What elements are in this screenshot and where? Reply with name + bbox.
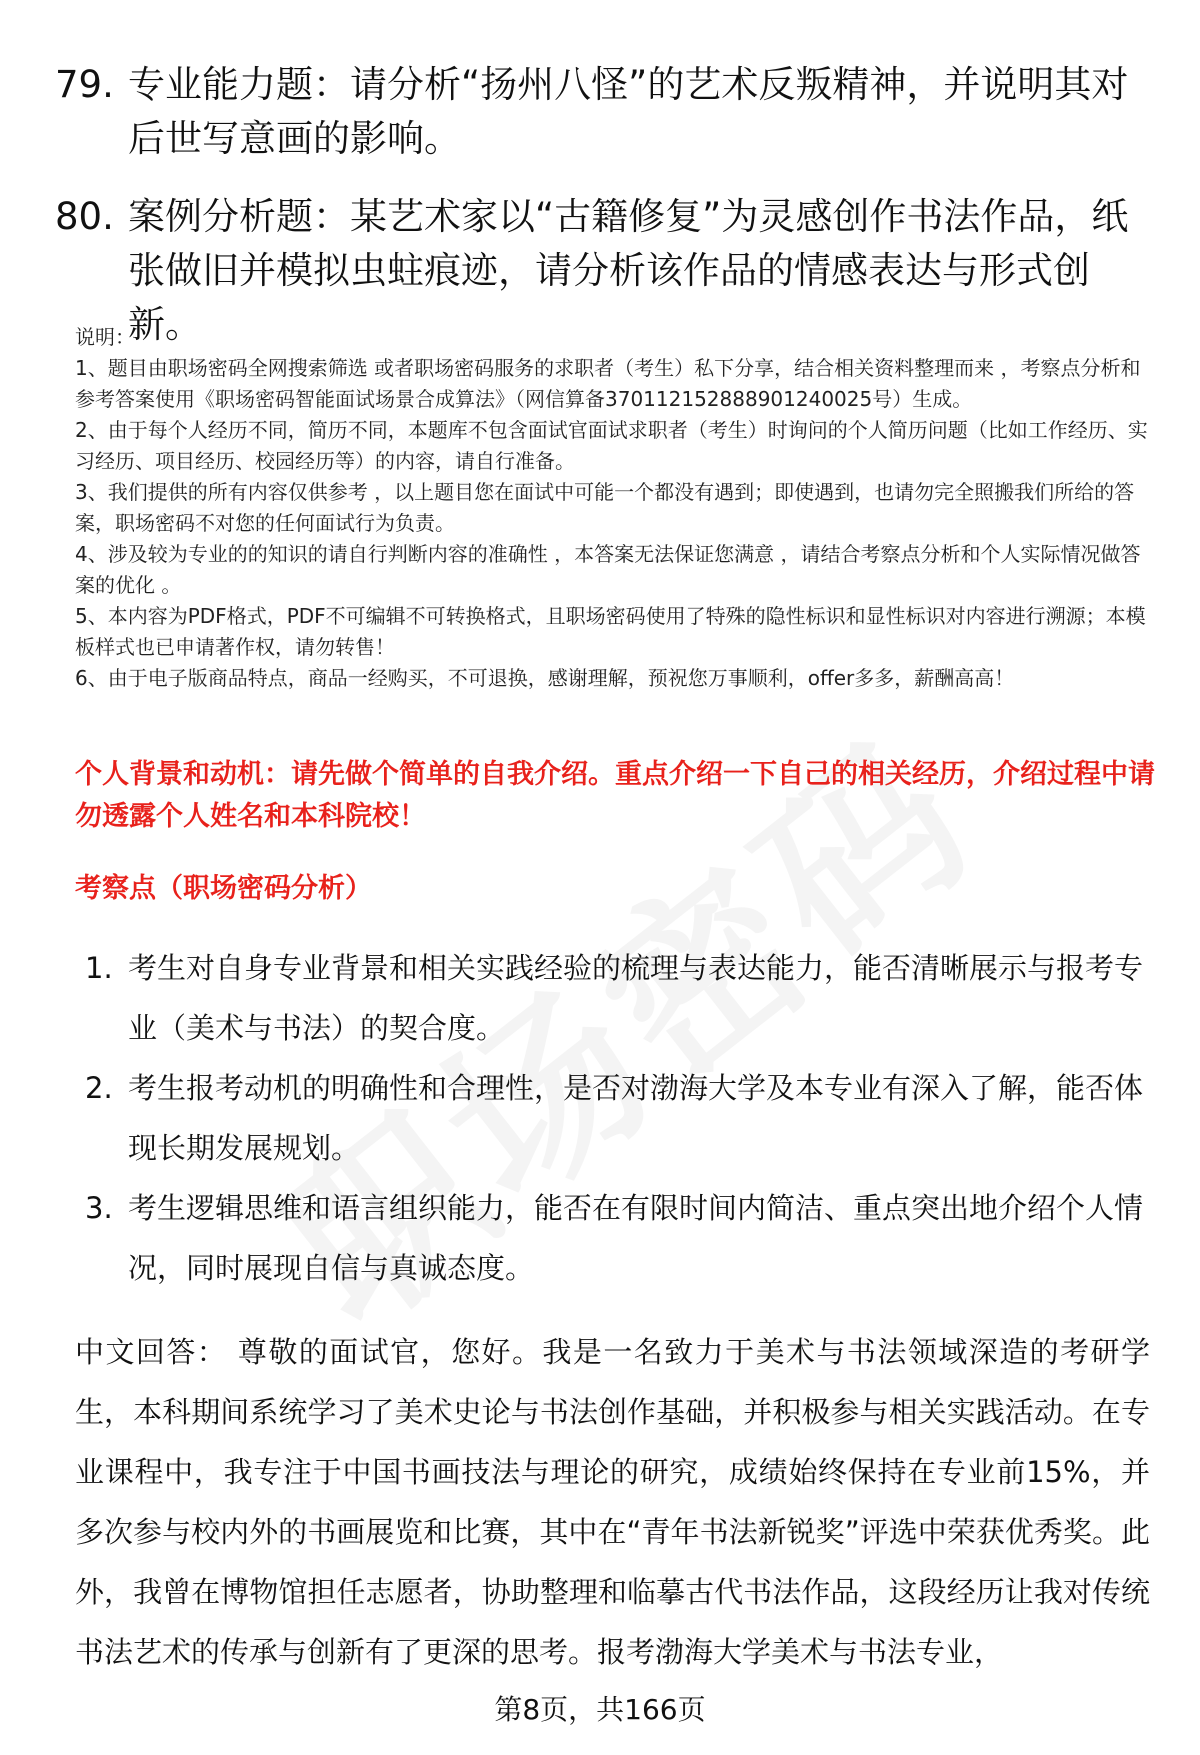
analysis-point (75, 938, 1155, 1058)
question-text: 案例分析题：某艺术家以“古籍修复”为灵感创作书法作品，纸张做旧并模拟虫蛀痕迹，请分析该作品的情感表达与形式创新。 (128, 195, 1129, 346)
answer-paragraph: 中文回答： 尊敬的面试官，您好。我是一名致力于美术与书法领域深造的考研学生，本科期间系统学习了美术史论与书法创作基础，并积极参与相关实践活动。在专业课程中，我专注于中国书画技法与理论的研究，成绩始终保持在专业前15%，并多次参与校内外的书画展览和比赛，其中在“青年书法新锐奖”评选中荣获优秀奖。此外，我曾在博物馆担任志愿者，协助整理和临摹古代书法作品，这段经历让我对传统书法艺术的传承与创新有了更深的思考。报考渤海大学美术与书法专业， (75, 1335, 1150, 1669)
point-text: 考生逻辑思维和语言组织能力，能否在有限时间内简洁、重点突出地介绍个人情况，同时展现自信与真诚态度。 (128, 1191, 1144, 1285)
analysis-point (75, 1058, 1155, 1178)
note-item: 2、由于每个人经历不同，简历不同，本题库不包含面试官面试求职者（考生）时询问的个人简历问题（比如工作经历、实习经历、项目经历、校园经历等）的内容，请自行准备。 (75, 418, 1148, 473)
analysis-point (75, 1178, 1155, 1298)
note-item: 6、由于电子版商品特点，商品一经购买，不可退换，感谢理解，预祝您万事顺利，offer多多，薪酬高高！ (75, 666, 1015, 690)
background-question-heading: 个人背景和动机：请先做个简单的自我介绍。重点介绍一下自己的相关经历，介绍过程中请勿透露个人姓名和本科院校！ (75, 759, 1155, 832)
note-item: 1、题目由职场密码全网搜索筛选 或者职场密码服务的求职者（考生）私下分享，结合相关资料整理而来 ，考察点分析和参考答案使用《职场密码智能面试场景合成算法》（网信算备370112152888901240025号）生成。 (75, 356, 1141, 411)
question-number: 79. (55, 63, 114, 106)
point-text: 考生对自身专业背景和相关实践经验的梳理与表达能力，能否清晰展示与报考专业（美术与书法）的契合度。 (128, 951, 1144, 1045)
note-item: 4、涉及较为专业的的知识的请自行判断内容的准确性 ，本答案无法保证您满意 ，请结合考察点分析和个人实际情况做答案的优化 。 (75, 542, 1141, 597)
question-text: 专业能力题：请分析“扬州八怪”的艺术反叛精神，并说明其对后世写意画的影响。 (128, 63, 1129, 160)
point-number: 3. (85, 1191, 113, 1225)
question-number: 80. (55, 195, 114, 238)
note-item: 5、本内容为PDF格式，PDF不可编辑不可转换格式，且职场密码使用了特殊的隐性标识和显性标识对内容进行溯源；本模板样式也已申请著作权，请勿转售！ (75, 604, 1146, 659)
point-number: 1. (85, 951, 113, 985)
analysis-heading: 考察点（职场密码分析） (75, 873, 372, 904)
point-number: 2. (85, 1071, 113, 1105)
page-number-footer: 第8页，共166页 (494, 1693, 706, 1726)
point-text: 考生报考动机的明确性和合理性，是否对渤海大学及本专业有深入了解，能否体现长期发展规划。 (128, 1071, 1144, 1165)
question-79 (55, 58, 1145, 166)
notes-title: 说明： (75, 325, 135, 349)
analysis-points-list (75, 938, 1155, 1298)
note-item: 3、我们提供的所有内容仅供参考 ，以上题目您在面试中可能一个都没有遇到；即使遇到，也请勿完全照搬我们所给的答案，职场密码不对您的任何面试行为负责。 (75, 480, 1135, 535)
disclaimer-notes (75, 322, 1155, 694)
